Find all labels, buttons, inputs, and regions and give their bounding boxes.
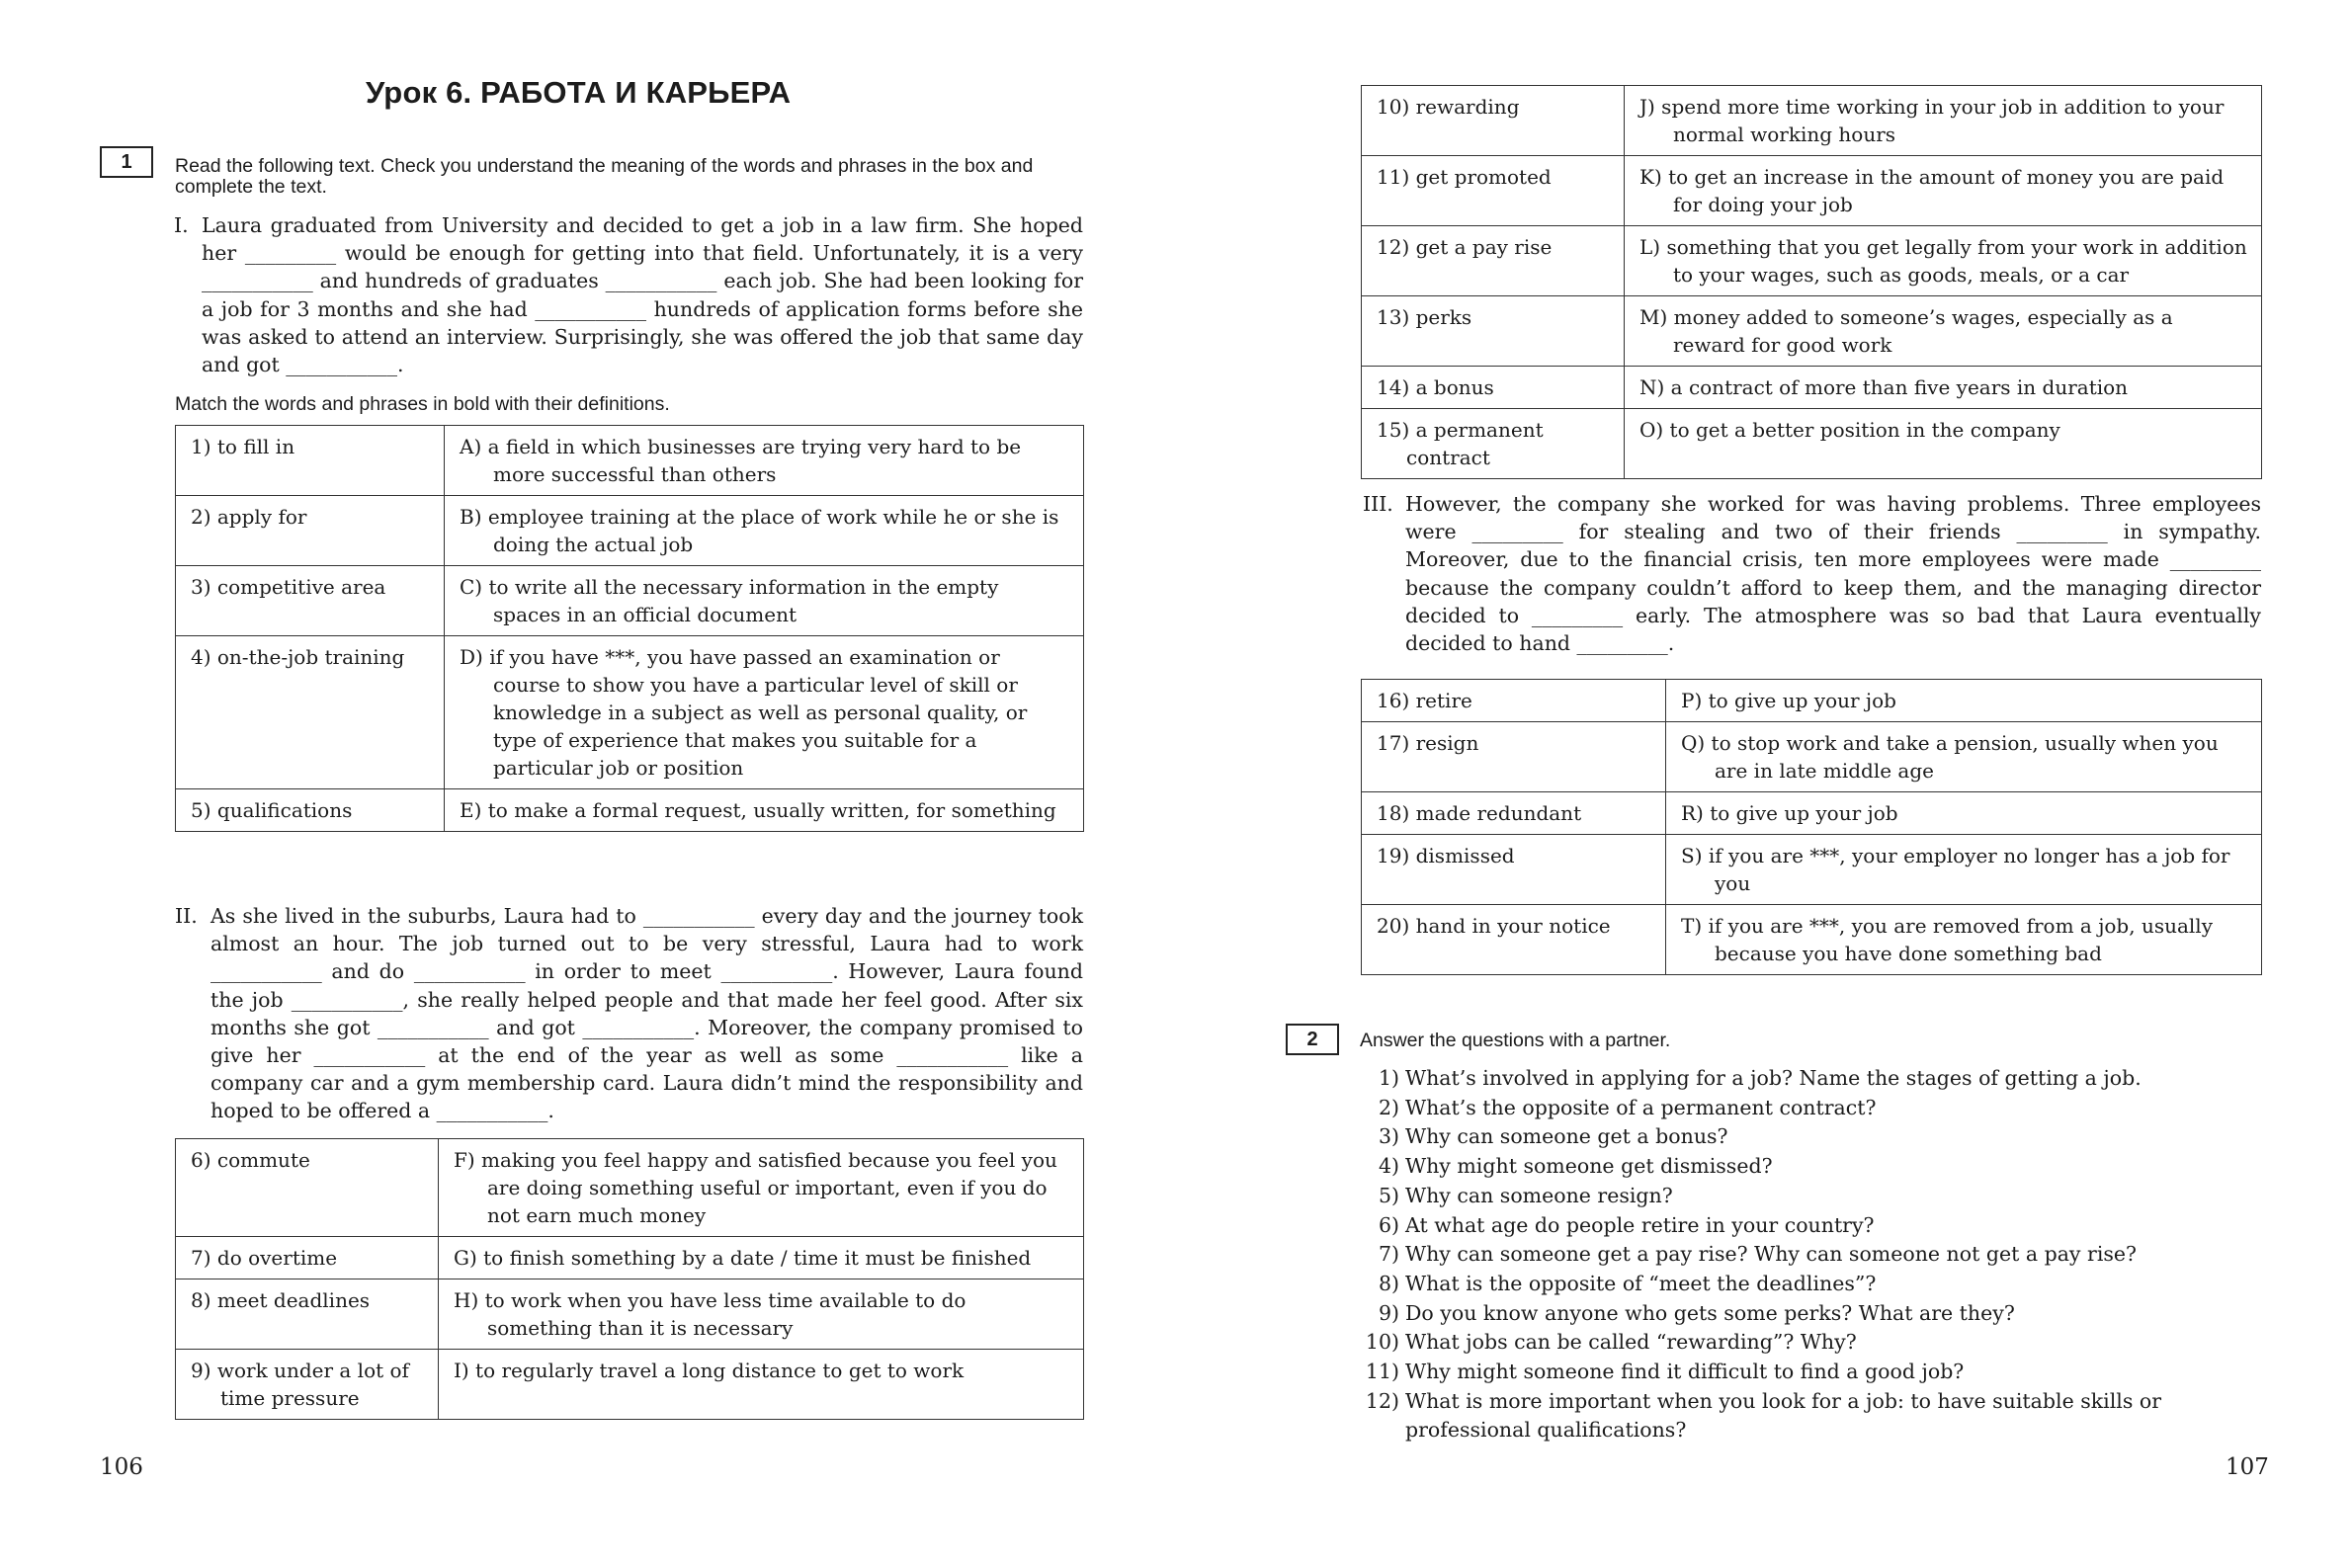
exercise-2-number: 2 — [1286, 1024, 1339, 1055]
question-item — [1362, 1240, 2261, 1270]
table-row — [176, 1350, 1084, 1420]
term-text: 12) get a pay rise — [1377, 235, 1553, 259]
term-cell — [1362, 792, 1666, 835]
question-number: 9) — [1378, 1300, 1399, 1325]
table-row — [1362, 680, 2262, 722]
exercise-2-instruction: Answer the questions with a partner. — [1360, 1030, 1671, 1051]
term-text: 1) to fill in — [191, 435, 295, 458]
question-text: Why can someone get a bonus? — [1405, 1124, 1728, 1149]
term-text: 18) made redundant — [1377, 801, 1582, 825]
question-item — [1362, 1358, 2261, 1387]
definition-text: P) to give up your job — [1681, 689, 1896, 712]
definition-text: G) to finish something by a date / time it must be finished — [454, 1246, 1032, 1270]
question-text: What’s involved in applying for a job? Name the stages of getting a job. — [1405, 1066, 2142, 1090]
term-cell — [176, 1139, 439, 1237]
definitions-table-4 — [1361, 679, 2262, 975]
match-instruction: Match the words and phrases in bold with their definitions. — [175, 393, 670, 415]
term-text: 8) meet deadlines — [191, 1288, 371, 1312]
table-row — [1362, 156, 2262, 226]
definition-text: O) to get a better position in the company — [1639, 418, 2060, 442]
definition-text: R) to give up your job — [1681, 801, 1898, 825]
term-cell — [176, 1237, 439, 1279]
term-text: 7) do overtime — [191, 1246, 338, 1270]
term-cell — [1362, 367, 1625, 409]
table-row — [176, 1139, 1084, 1237]
definition-cell — [439, 1350, 1084, 1420]
question-item — [1362, 1299, 2261, 1329]
question-text: What is more important when you look for a job: to have suitable skills or professional qualifications? — [1405, 1388, 2162, 1443]
definition-cell — [1625, 367, 2262, 409]
term-text: 3) competitive area — [191, 575, 386, 599]
definition-cell — [1625, 226, 2262, 296]
definition-cell — [1666, 792, 2262, 835]
part-2-text: As she lived in the suburbs, Laura had to ___________ every day and the journey took almost an hour. The job turned out to be very stressful, Laura had to work ___________ and do ___________ in order to meet ___________. However, Laura found the job ___________, she really helped people and that made her feel good. After six months she got ___________ and got ___________. Moreover, the company promised to give her ___________ at the end of the year as well as some ___________ like a company car and a gym membership card. Laura didn’t mind the responsibility and hoped to be offered a ___________. — [210, 904, 1083, 1123]
definition-cell — [1625, 86, 2262, 156]
text-part-3 — [1363, 490, 2261, 657]
definition-cell — [445, 636, 1084, 789]
question-item — [1362, 1094, 2261, 1123]
term-cell — [176, 1279, 439, 1350]
definition-text: I) to regularly travel a long distance to get to work — [454, 1359, 965, 1382]
question-text: Why might someone get dismissed? — [1405, 1154, 1773, 1179]
definition-text: N) a contract of more than five years in duration — [1639, 375, 2129, 399]
question-number: 2) — [1378, 1095, 1399, 1119]
question-text: At what age do people retire in your country? — [1405, 1212, 1875, 1237]
table-row — [1362, 367, 2262, 409]
part-3-text: However, the company she worked for was having problems. Three employees were _________ for stealing and two of their friends _________ in sympathy. Moreover, due to the financial crisis, ten more employees were made _________ because the company couldn’t afford to keep them, and the managing director decided to _________ early. The atmosphere was so bad that Laura eventually decided to hand _________. — [1405, 492, 2261, 656]
question-number: 4) — [1378, 1154, 1399, 1179]
part-1-text: Laura graduated from University and decided to get a job in a law firm. She hoped her _________ would be enough for getting into that field. Unfortunately, it is a very ___________ and hundreds of graduates ___________ each job. She had been looking for a job for 3 months and she had ___________ hundreds of application forms before she was asked to attend an interview. Surprisingly, she was offered the job that same day and got ___________. — [202, 213, 1083, 377]
definition-cell — [439, 1237, 1084, 1279]
question-text: Do you know anyone who gets some perks? What are they? — [1405, 1300, 2015, 1325]
term-text: 13) perks — [1377, 305, 1472, 329]
exercise-1-instruction: Read the following text. Check you understand the meaning of the words and phrases in the box and complete the text. — [175, 155, 1034, 198]
definition-cell — [1666, 722, 2262, 792]
page-number-left: 106 — [100, 1454, 143, 1480]
question-item — [1362, 1152, 2261, 1182]
term-text: 16) retire — [1377, 689, 1472, 712]
definitions-table-2 — [175, 1138, 1084, 1420]
definition-text: T) if you are ***, you are removed from a job, usually because you have done something bad — [1681, 914, 2213, 965]
questions-list — [1362, 1064, 2261, 1445]
table-row — [176, 636, 1084, 789]
term-text: 9) work under a lot of time pressure — [191, 1359, 409, 1410]
term-text: 11) get promoted — [1377, 165, 1552, 189]
term-text: 2) apply for — [191, 505, 307, 529]
term-text: 5) qualifications — [191, 798, 353, 822]
exercise-1-number: 1 — [100, 146, 153, 178]
part-1-label: I. — [174, 213, 189, 237]
table-row — [176, 566, 1084, 636]
term-cell — [1362, 86, 1625, 156]
term-text: 6) commute — [191, 1148, 310, 1172]
definition-text: S) if you are ***, your employer no longer has a job for you — [1681, 844, 2230, 895]
question-number: 5) — [1378, 1183, 1399, 1207]
text-part-1 — [174, 211, 1083, 378]
table-row — [1362, 409, 2262, 479]
table-row — [1362, 905, 2262, 975]
definition-text: D) if you have ***, you have passed an examination or course to show you have a particular level of skill or knowledge in a subject as well as personal quality, or type of experience that makes you suitable for a particular job or position — [460, 645, 1028, 780]
question-text: Why might someone find it difficult to find a good job? — [1405, 1360, 1965, 1384]
question-number: 7) — [1378, 1242, 1399, 1267]
term-text: 4) on-the-job training — [191, 645, 405, 669]
definition-text: A) a field in which businesses are trying very hard to be more successful than others — [460, 435, 1022, 486]
definition-cell — [445, 566, 1084, 636]
term-cell — [1362, 409, 1625, 479]
definition-cell — [1625, 156, 2262, 226]
definition-cell — [1666, 905, 2262, 975]
question-item — [1362, 1387, 2261, 1445]
term-cell — [176, 1350, 439, 1420]
definition-text: L) something that you get legally from your work in addition to your wages, such as goods, meals, or a car — [1639, 235, 2247, 287]
table-row — [1362, 835, 2262, 905]
question-item — [1362, 1328, 2261, 1358]
term-text: 19) dismissed — [1377, 844, 1515, 867]
definition-cell — [1625, 296, 2262, 367]
term-text: 20) hand in your notice — [1377, 914, 1611, 938]
part-3-label: III. — [1363, 492, 1393, 516]
definitions-table-3 — [1361, 85, 2262, 479]
term-cell — [176, 566, 445, 636]
table-row — [1362, 722, 2262, 792]
term-cell — [1362, 905, 1666, 975]
definition-cell — [1625, 409, 2262, 479]
page-number-right: 107 — [2226, 1454, 2269, 1480]
term-cell — [176, 426, 445, 496]
term-cell — [1362, 156, 1625, 226]
term-cell — [1362, 680, 1666, 722]
definitions-table-1 — [175, 425, 1084, 832]
question-item — [1362, 1122, 2261, 1152]
right-page — [1176, 0, 2352, 1568]
table-row — [1362, 86, 2262, 156]
question-text: Why can someone resign? — [1405, 1183, 1673, 1207]
part-2-label: II. — [175, 904, 198, 928]
question-number: 8) — [1378, 1271, 1399, 1295]
definition-text: K) to get an increase in the amount of money you are paid for doing your job — [1639, 165, 2225, 216]
question-text: What jobs can be called “rewarding”? Why? — [1405, 1330, 1857, 1355]
question-text: Why can someone get a pay rise? Why can someone not get a pay rise? — [1405, 1242, 2138, 1267]
question-item — [1362, 1270, 2261, 1299]
table-row — [176, 1237, 1084, 1279]
table-row — [176, 496, 1084, 566]
term-cell — [176, 636, 445, 789]
lesson-title: Урок 6. РАБОТА И КАРЬЕРА — [366, 75, 792, 110]
term-cell — [1362, 835, 1666, 905]
table-row — [176, 426, 1084, 496]
question-item — [1362, 1064, 2261, 1094]
definition-text: F) making you feel happy and satisfied because you feel you are doing something useful or important, even if you do not earn much money — [454, 1148, 1057, 1227]
definition-cell — [439, 1279, 1084, 1350]
question-number: 6) — [1378, 1212, 1399, 1237]
term-text: 14) a bonus — [1377, 375, 1494, 399]
table-row — [1362, 792, 2262, 835]
term-cell — [1362, 226, 1625, 296]
definition-text: C) to write all the necessary information in the empty spaces in an official document — [460, 575, 999, 626]
table-row — [1362, 226, 2262, 296]
term-text: 17) resign — [1377, 731, 1479, 755]
term-cell — [1362, 296, 1625, 367]
table-row — [1362, 296, 2262, 367]
definition-text: J) spend more time working in your job in addition to your normal working hours — [1639, 95, 2225, 146]
definition-text: E) to make a formal request, usually written, for something — [460, 798, 1056, 822]
term-text: 10) rewarding — [1377, 95, 1520, 119]
question-number: 12) — [1365, 1388, 1399, 1413]
question-text: What is the opposite of “meet the deadlines”? — [1405, 1271, 1877, 1295]
term-cell — [1362, 722, 1666, 792]
definition-cell — [445, 426, 1084, 496]
definition-text: B) employee training at the place of work while he or she is doing the actual job — [460, 505, 1059, 556]
question-item — [1362, 1182, 2261, 1211]
table-row — [176, 789, 1084, 832]
definition-text: H) to work when you have less time available to do something than it is necessary — [454, 1288, 966, 1340]
question-number: 3) — [1378, 1124, 1399, 1149]
question-number: 1) — [1378, 1066, 1399, 1090]
text-part-2 — [175, 902, 1083, 1125]
definition-cell — [1666, 835, 2262, 905]
definition-cell — [1666, 680, 2262, 722]
definition-cell — [445, 789, 1084, 832]
question-number: 10) — [1365, 1330, 1399, 1355]
definition-cell — [439, 1139, 1084, 1237]
definition-text: M) money added to someone’s wages, especially as a reward for good work — [1639, 305, 2173, 357]
question-number: 11) — [1365, 1360, 1399, 1384]
question-text: What’s the opposite of a permanent contract? — [1405, 1095, 1877, 1119]
term-text: 15) a permanent contract — [1377, 418, 1544, 469]
term-cell — [176, 496, 445, 566]
question-item — [1362, 1211, 2261, 1241]
table-row — [176, 1279, 1084, 1350]
definition-cell — [445, 496, 1084, 566]
definition-text: Q) to stop work and take a pension, usually when you are in late middle age — [1681, 731, 2219, 783]
term-cell — [176, 789, 445, 832]
